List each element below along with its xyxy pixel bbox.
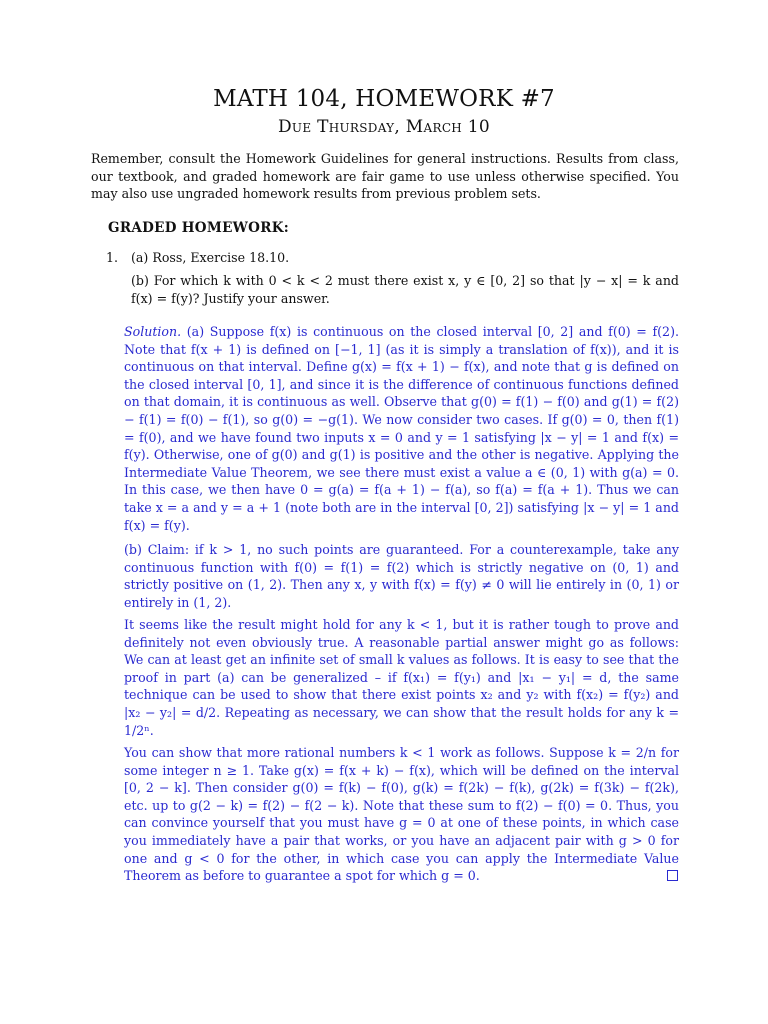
solution-paragraph-b: (b) Claim: if k > 1, no such points are guaranteed. For a counterexample, take any continuous function with f(0) = f(1) = f(2) which is strictly negative on (0, 1) and strictly positive on (1, 2). Then any x, y with f(x) = f(y) ≠ 0 will lie entirely in (0, 1) or entirely in (1, 2). xyxy=(124,542,679,610)
intro-paragraph: Remember, consult the Homework Guidelines for general instructions. Results from class, our textbook, and graded homework are fair game to use unless otherwise specified. You may also use ungraded homework results from previous problem sets. xyxy=(91,151,679,202)
solution-part-a-text: (a) Suppose f(x) is continuous on the closed interval [0, 2] and f(0) = f(2). Note that f(x + 1) is defined on [−1, 1] (as it is simply a translation of f(x)), and it is continuous on that interval. Define g(x) = f(x + 1) − f(x), and note that g is defined on the closed interval [0, 1], and since it is the difference of continuous functions defined on that domain, it is continuous as well. Observe that g(0) = f(1) − f(0) and g(1) = f(2) − f(1) = f(0) − f(1), so g(0) = −g(1). We now consider two cases. If g(0) = 0, then f(1) = f(0), and we have found two inputs x = 0 and y = 1 satisfying |x − y| = 1 and f(x) = f(y). Otherwise, one of g(0) and g(1) is positive and the other is negative. Applying the Intermediate Value Theorem, we see there must exist a value a ∈ (0, 1) with g(a) = 0. In this case, we then have 0 = g(a) = f(a + 1) − f(a), so f(a) = f(a + 1). Thus we can take x = a and y = a + 1 (note both are in the interval [0, 2]) satisfying |x − y| = 1 and f(x) = f(y). xyxy=(124,324,679,533)
page-title: MATH 104, HOMEWORK #7 xyxy=(213,86,555,112)
solution-paragraph-rational: You can show that more rational numbers k < 1 work as follows. Suppose k = 2/n for some integer n ≥ 1. Take g(x) = f(x + k) − f(x), which will be defined on the interval [0, 2 − k]. Then consider g(0) = f(k) − f(0), g(k) = f(2k) − f(k), g(2k) = f(3k) − f(2k), etc. up to g(2 − k) = f(2) − f(2 − k). Note that these sum to f(2) − f(0) = 0. Thus, you can convince yourself that you must have g = 0 at one of these points, in which case you immediately have a pair that works, or you have an adjacent pair with g > 0 for one and g < 0 for the other, in which case you can apply the Intermediate Value Theorem as before to guarantee a spot for which g = 0. xyxy=(124,745,679,884)
problem-part-b: (b) For which k with 0 < k < 2 must there exist x, y ∈ [0, 2] so that |y − x| = k and f(x) = f(y)? Justify your answer. xyxy=(131,273,679,306)
due-date-subtitle: Due Thursday, March 10 xyxy=(278,117,490,137)
solution-paragraph-partial: It seems like the result might hold for any k < 1, but it is rather tough to prove and definitely not even obviously true. A reasonable partial answer might go as follows: We can at least get an infinite set of small k values as follows. It is easy to see that the proof in part (a) can be generalized – if f(x₁) = f(y₁) and |x₁ − y₁| = d, the same technique can be used to show that there exist points x₂ and y₂ with f(x₂) = f(y₂) and |x₂ − y₂| = d/2. Repeating as necessary, we can show that the result holds for any k = 1/2ⁿ. xyxy=(124,617,679,738)
section-heading: GRADED HOMEWORK: xyxy=(108,220,290,236)
solution-paragraph-a xyxy=(124,323,679,534)
problem-part-a: (a) Ross, Exercise 18.10. xyxy=(131,250,290,265)
problem-number: 1. xyxy=(106,250,119,265)
qed-square-icon xyxy=(667,870,678,881)
solution-lead: Solution. xyxy=(124,324,182,339)
